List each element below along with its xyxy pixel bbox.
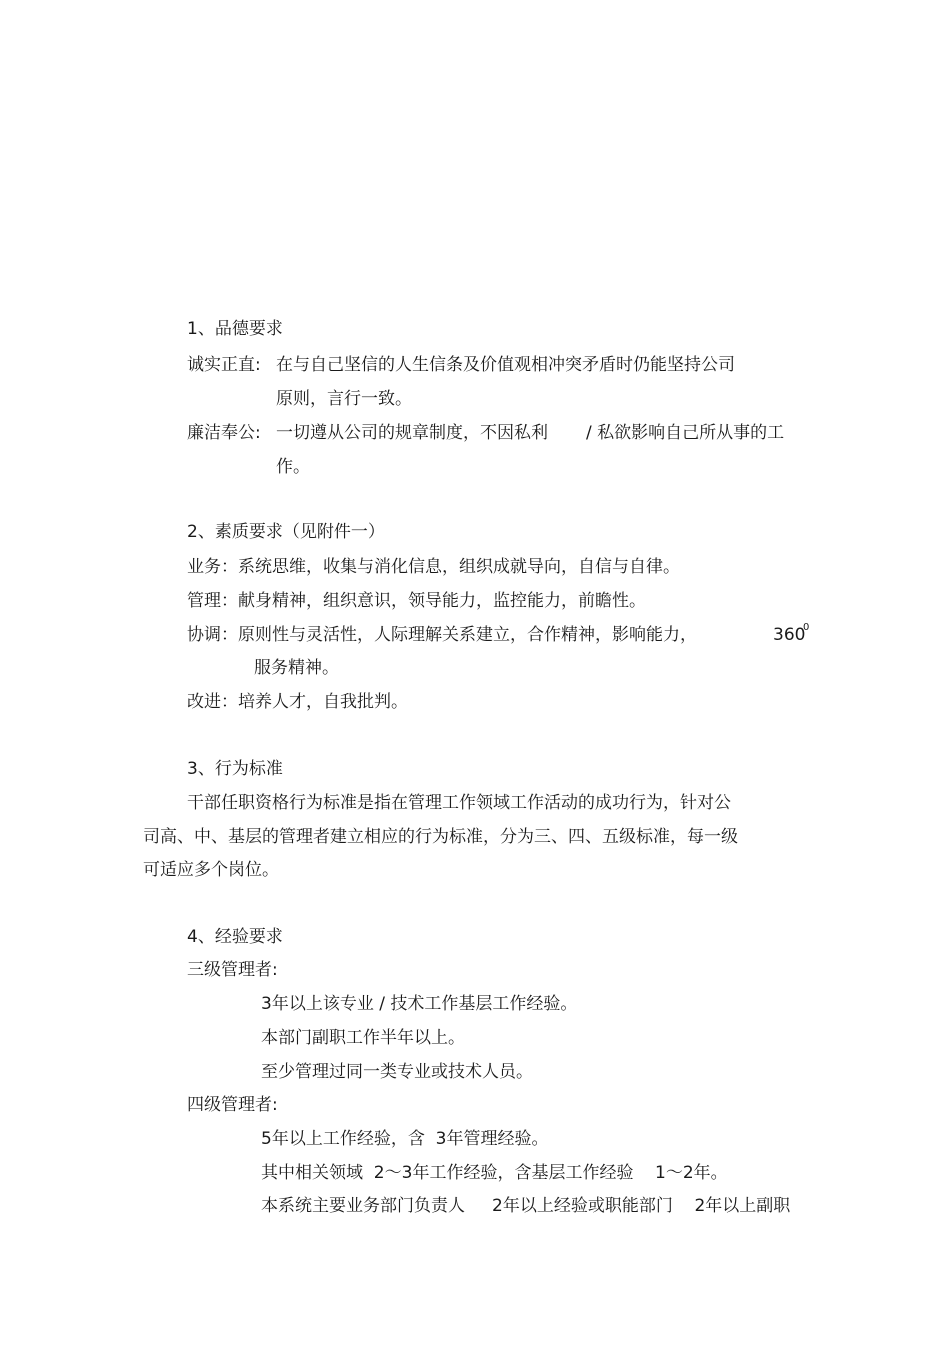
quality-coordination: 协调：原则性与灵活性，人际理解关系建立，合作精神，影响能力， — [187, 625, 697, 645]
section-3-heading: 3、行为标准 — [187, 759, 283, 779]
level-4-label: 四级管理者: — [187, 1095, 278, 1115]
probity-label: 廉洁奉公: — [187, 423, 261, 443]
level-4-item-3: 本系统主要业务部门负责人 2年以上经验或职能部门 2年以上副职 — [261, 1196, 791, 1216]
probity-text-b: / 私欲影响自己所从事的工 — [586, 423, 785, 443]
quality-coordination-sup: 0 — [803, 622, 810, 633]
behavior-paragraph-line-1: 干部任职资格行为标准是指在管理工作领域工作活动的成功行为，针对公 — [187, 793, 731, 813]
level-3-item-1: 3年以上该专业 / 技术工作基层工作经验。 — [261, 994, 578, 1014]
integrity-text: 在与自己坚信的人生信条及价值观相冲突矛盾时仍能坚持公司 — [276, 355, 735, 375]
level-3-label: 三级管理者: — [187, 960, 278, 980]
level-4-item-2: 其中相关领域 2～3年工作经验，含基层工作经验 1～2年。 — [261, 1163, 728, 1183]
integrity-label: 诚实正直: — [187, 355, 261, 375]
section-4-heading: 4、经验要求 — [187, 927, 283, 947]
integrity-text-cont: 原则，言行一致。 — [276, 389, 412, 409]
level-4-item-1: 5年以上工作经验，含 3年管理经验。 — [261, 1129, 549, 1149]
quality-coordination-number: 360 — [773, 625, 806, 645]
behavior-paragraph-line-3: 可适应多个岗位。 — [143, 860, 279, 880]
quality-improvement: 改进：培养人才，自我批判。 — [187, 692, 408, 712]
section-2-heading: 2、素质要求（见附件一） — [187, 522, 385, 542]
probity-text-cont: 作。 — [276, 457, 310, 477]
probity-text-a: 一切遵从公司的规章制度，不因私利 — [276, 423, 548, 443]
section-1-heading: 1、品德要求 — [187, 319, 283, 339]
behavior-paragraph-line-2: 司高、中、基层的管理者建立相应的行为标准，分为三、四、五级标准，每一级 — [143, 827, 738, 847]
quality-business: 业务：系统思维，收集与消化信息，组织成就导向，自信与自律。 — [187, 557, 680, 577]
level-3-item-2: 本部门副职工作半年以上。 — [261, 1028, 465, 1048]
quality-coordination-cont: 服务精神。 — [254, 658, 339, 678]
level-3-item-3: 至少管理过同一类专业或技术人员。 — [261, 1062, 533, 1082]
quality-management: 管理：献身精神，组织意识，领导能力，监控能力，前瞻性。 — [187, 591, 646, 611]
